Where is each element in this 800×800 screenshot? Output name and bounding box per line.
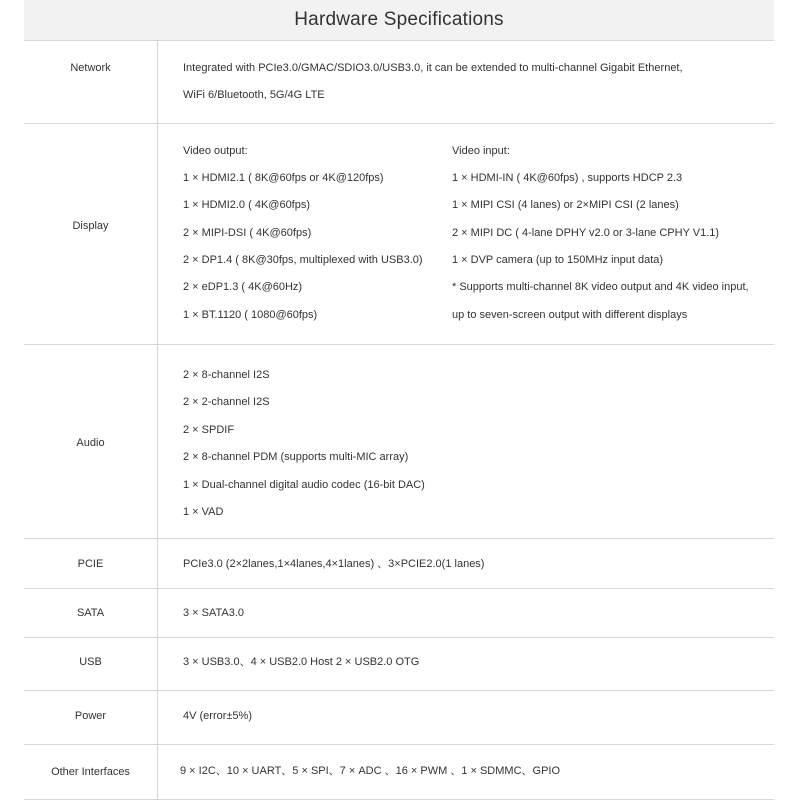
audio-item: 2 × 2-channel I2S [183, 396, 270, 408]
video-output-item: 2 × eDP1.3 ( 4K@60Hz) [183, 281, 303, 293]
row-label-other-interfaces: Other Interfaces [51, 766, 130, 778]
video-output-item: 2 × MIPI-DSI ( 4K@60fps) [183, 227, 312, 239]
network-line: WiFi 6/Bluetooth, 5G/4G LTE [183, 89, 325, 101]
other-interfaces-value: 9 × I2C、10 × UART、5 × SPI、7 × ADC 、16 × PWM 、1 × SDMMC、GPIO [180, 765, 561, 777]
video-input-item: 2 × MIPI DC ( 4-lane DPHY v2.0 or 3-lane CPHY V1.1) [452, 227, 720, 239]
sata-value: 3 × SATA3.0 [183, 607, 245, 619]
row-label-power: Power [74, 710, 107, 722]
row-divider [24, 637, 774, 638]
video-output-item: 1 × BT.1120 ( 1080@60fps) [183, 309, 318, 321]
video-output-item: 1 × HDMI2.1 ( 8K@60fps or 4K@120fps) [183, 172, 384, 184]
row-divider [24, 538, 774, 539]
row-divider [24, 744, 774, 745]
video-input-note: * Supports multi-channel 8K video output and 4K video input, [452, 281, 749, 293]
title-bar [24, 0, 774, 40]
video-output-item: 2 × DP1.4 ( 8K@30fps, multiplexed with USB3.0) [183, 254, 423, 266]
audio-item: 2 × SPDIF [183, 424, 235, 436]
audio-item: 2 × 8-channel I2S [183, 369, 270, 381]
row-divider [24, 123, 774, 124]
video-input-heading: Video input: [452, 145, 510, 157]
audio-item: 2 × 8-channel PDM (supports multi-MIC array) [183, 451, 409, 463]
video-input-note: up to seven-screen output with different displays [452, 309, 688, 321]
pcie-value: PCIe3.0 (2×2lanes,1×4lanes,4×1lanes) 、3×PCIE2.0(1 lanes) [183, 558, 485, 570]
row-label-pcie: PCIE [77, 558, 104, 570]
row-label-display: Display [72, 220, 109, 232]
row-label-network: Network [70, 62, 111, 74]
row-label-sata: SATA [76, 607, 105, 619]
row-divider [24, 690, 774, 691]
video-output-heading: Video output: [183, 145, 248, 157]
page-title: Hardware Specifications [294, 9, 504, 30]
row-label-audio: Audio [76, 437, 105, 449]
row-divider [24, 344, 774, 345]
video-input-item: 1 × MIPI CSI (4 lanes) or 2×MIPI CSI (2 lanes) [452, 199, 679, 211]
video-output-item: 1 × HDMI2.0 ( 4K@60fps) [183, 199, 311, 211]
audio-item: 1 × Dual-channel digital audio codec (16-bit DAC) [183, 479, 425, 491]
row-divider [24, 588, 774, 589]
network-line: Integrated with PCIe3.0/GMAC/SDIO3.0/USB3.0, it can be extended to multi-channel Gigabit Ethernet, [183, 62, 683, 74]
audio-item: 1 × VAD [183, 506, 224, 518]
column-divider [157, 40, 158, 800]
power-value: 4V (error±5%) [183, 710, 252, 722]
video-input-item: 1 × HDMI-IN ( 4K@60fps) , supports HDCP 2.3 [452, 172, 683, 184]
usb-value: 3 × USB3.0、4 × USB2.0 Host 2 × USB2.0 OTG [183, 656, 420, 668]
row-label-usb: USB [79, 656, 102, 668]
video-input-item: 1 × DVP camera (up to 150MHz input data) [452, 254, 664, 266]
row-divider [24, 40, 774, 41]
